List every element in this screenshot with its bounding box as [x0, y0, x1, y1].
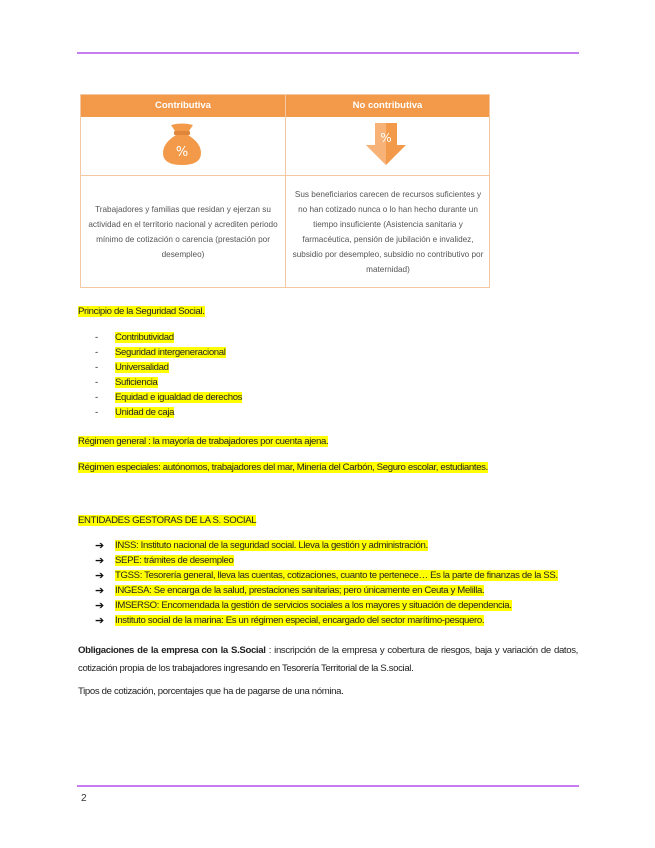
regimen-general: Régimen general : la mayoría de trabajadores por cuenta ajena. — [78, 436, 329, 447]
contributiva-description: Trabajadores y familias que residan y ejerzan su actividad en el territorio nacional y acrediten periodo mínimo de cotización o carencia (prestación por desempleo) — [88, 204, 278, 259]
arrow-icon: ➔ — [95, 540, 104, 552]
arrow-icon: ➔ — [95, 555, 104, 567]
obligaciones-label: Obligaciones de la empresa con la S.Social — [78, 645, 266, 656]
arrow-icon: ➔ — [95, 570, 104, 582]
arrow-icon: ➔ — [95, 615, 104, 627]
table-divider-vertical — [285, 95, 286, 287]
contributiva-header: Contributiva — [81, 95, 285, 117]
entidades-heading: ENTIDADES GESTORAS DE LA S. SOCIAL — [78, 515, 257, 526]
arrow-icon: ➔ — [95, 585, 104, 597]
svg-text:%: % — [380, 131, 392, 145]
obligaciones-paragraph — [78, 642, 578, 678]
no-contributiva-description: Sus beneficiarios carecen de recursos suficientes y no han cotizado nunca o lo han hecho durante un tiempo insuficiente (Asistencia sanitaria y farmacéutica, pensión de jubilación e invalidez, subsidio por desempleo, subsidio no contributivo por maternidad) — [292, 189, 484, 274]
no-contributiva-header: No contributiva — [286, 95, 489, 117]
svg-text:%: % — [175, 145, 189, 160]
money-bag-percent-icon — [159, 123, 205, 167]
page-number: 2 — [81, 793, 87, 804]
regimen-especiales: Régimen especiales: autónomos, trabajadores del mar, Minería del Carbón, Seguro escolar, estudiantes. — [78, 462, 488, 473]
obligaciones-text: : inscripción de la empresa y cobertura de riesgos, baja y variación de datos, cotización propia de los trabajadores ingresando en Tesorería Territorial de la S.social. — [78, 645, 578, 674]
header-rule — [77, 52, 579, 54]
down-arrow-percent-icon — [366, 123, 406, 165]
footer-rule — [77, 785, 579, 787]
principios-heading: Principio de la Seguridad Social. — [78, 306, 205, 317]
tipos-cotizacion: Tipos de cotización, porcentajes que ha de pagarse de una nómina. — [78, 686, 344, 697]
arrow-icon: ➔ — [95, 600, 104, 612]
contribution-types-table — [80, 94, 490, 288]
